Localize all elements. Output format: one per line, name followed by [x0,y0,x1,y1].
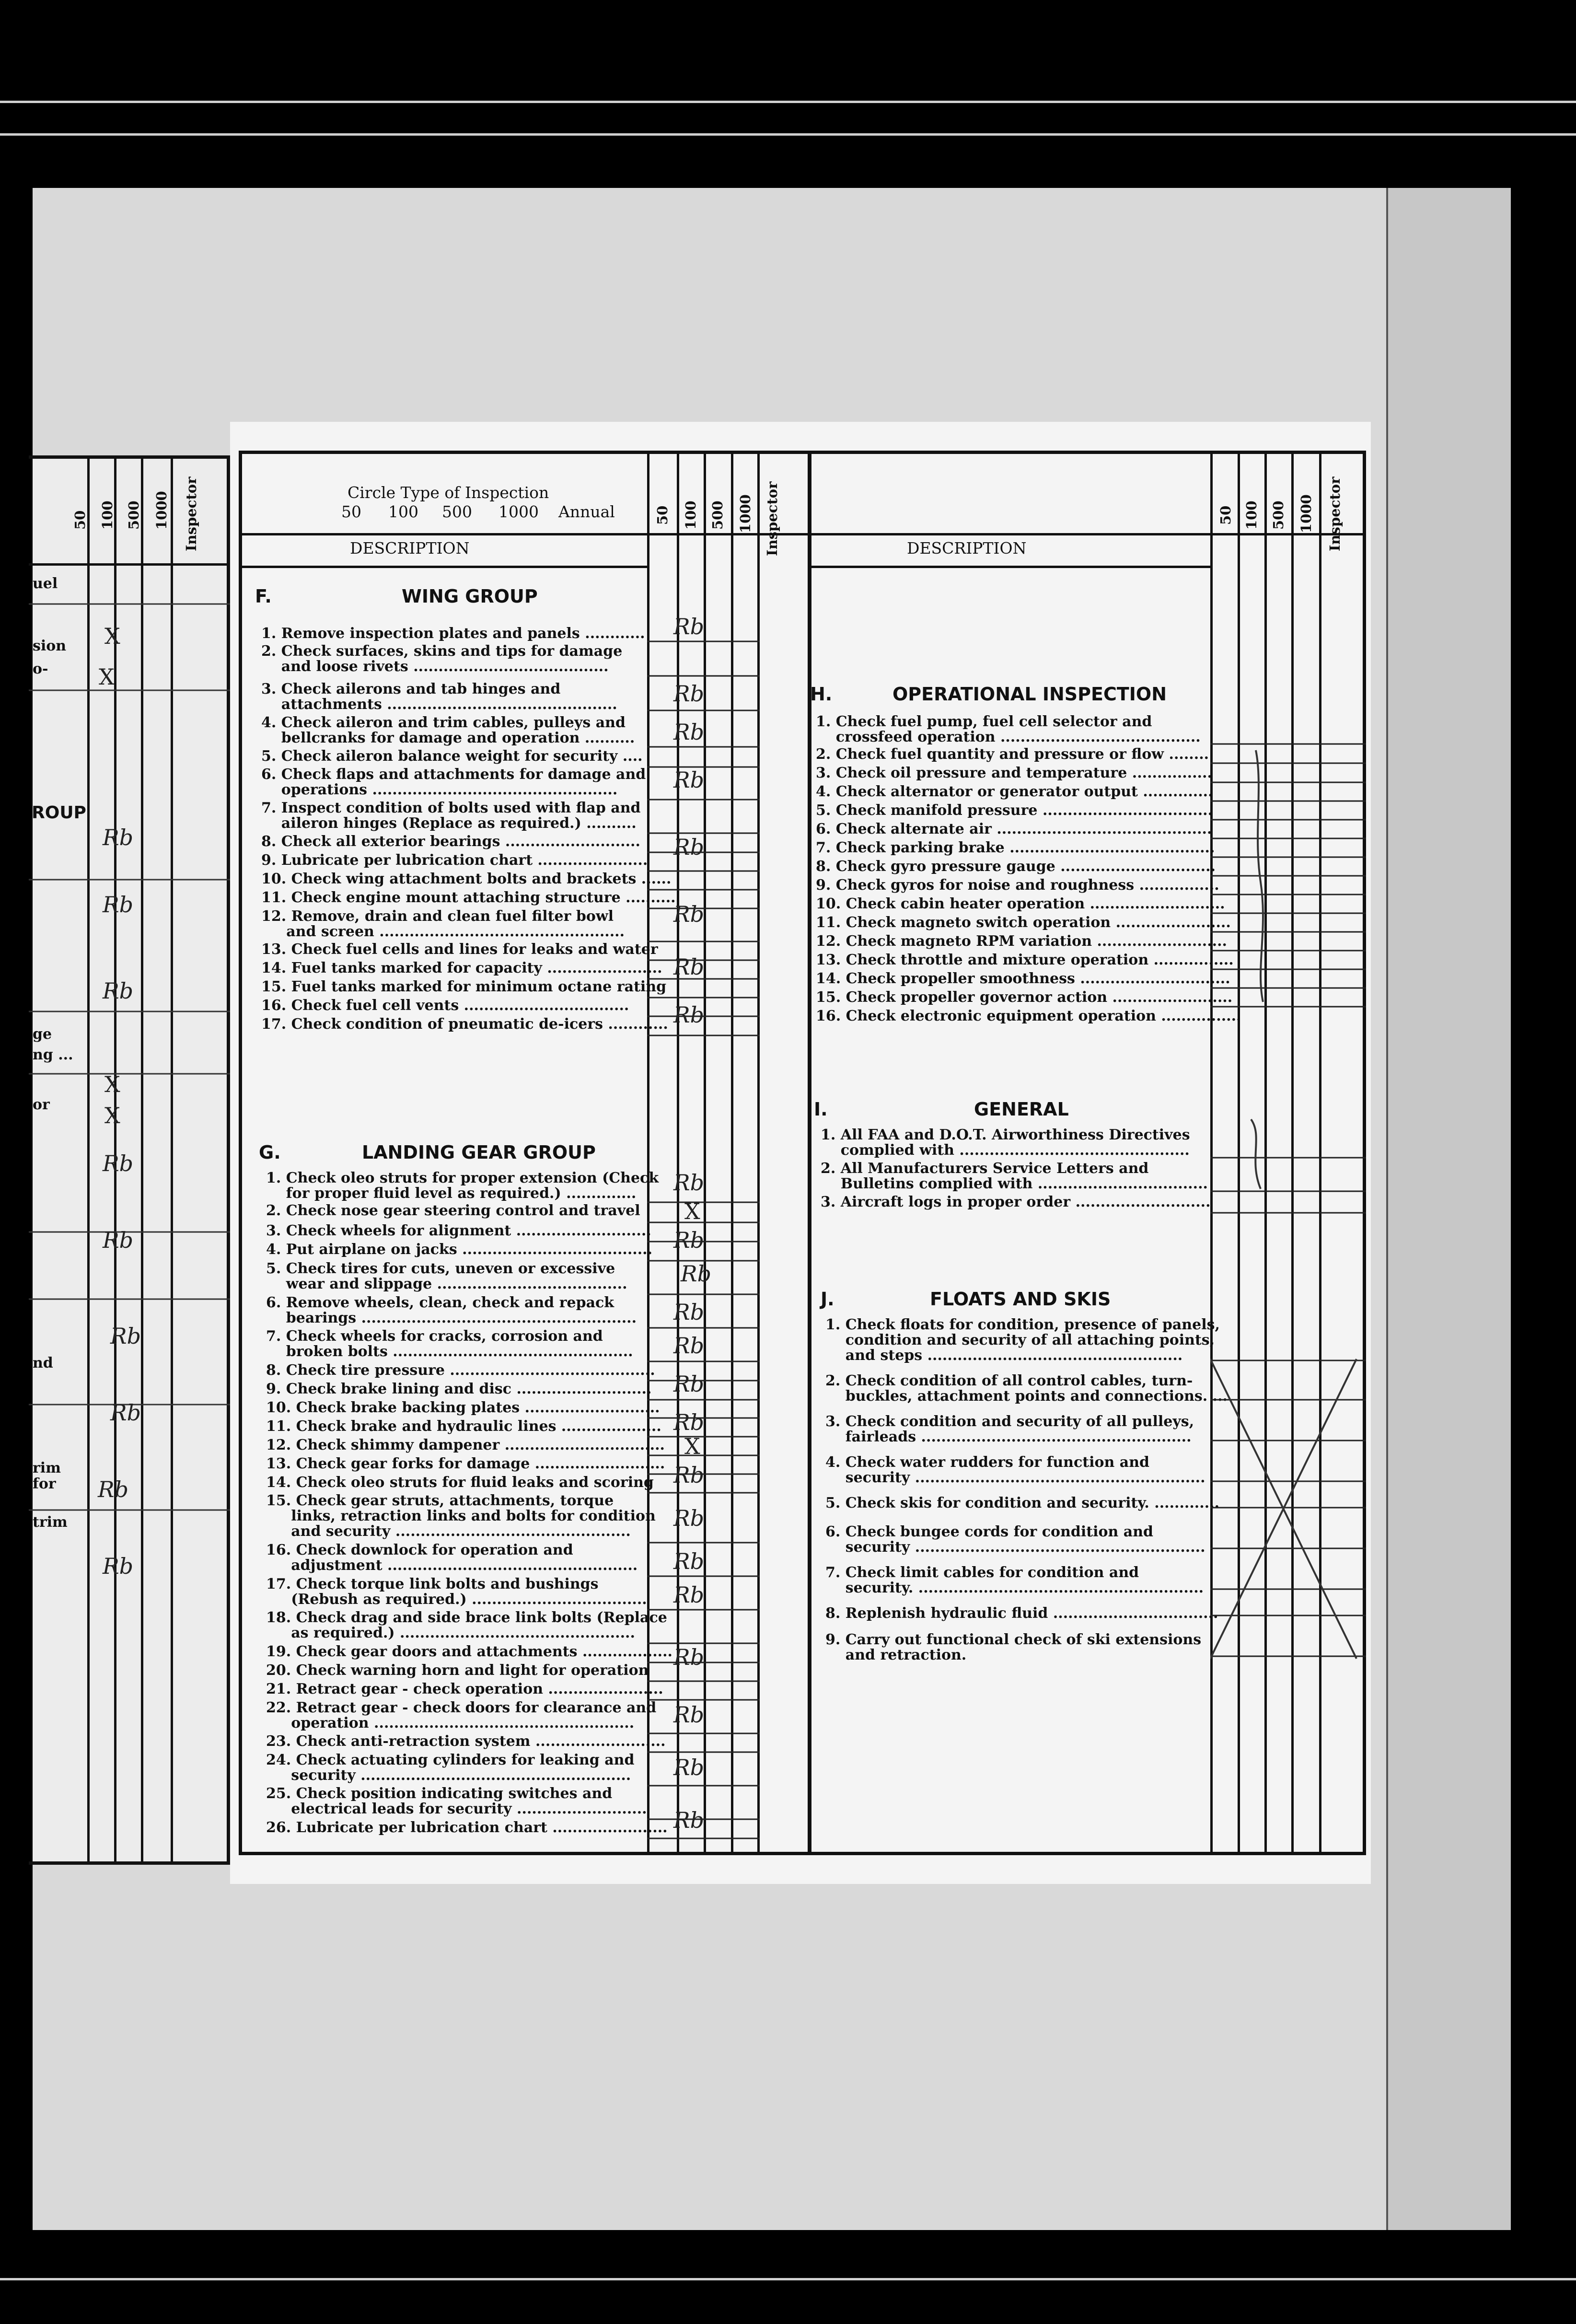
g-mark-x: X [684,1198,700,1224]
g-item-10: 10. Check brake backing plates ........................... [266,1399,660,1416]
left-frag-rim: rim [33,1460,61,1476]
description-header: DESCRIPTION [350,539,470,558]
left-col-50: 50 [72,510,88,530]
col-1000: 1000 [737,494,753,533]
left-mark-7: Rb [110,1400,141,1426]
g-item-9: 9. Check brake lining and disc ........................... [266,1381,652,1397]
type-500: 500 [442,502,472,521]
g-item-11: 11. Check brake and hydraulic lines .................... [266,1418,661,1435]
circle-type-label: Circle Type of Inspection [348,483,549,502]
left-mark-x1: X [104,623,120,649]
h-item-9: 9. Check gyros for noise and roughness ................ [816,877,1219,894]
j-item-4: 4. Check water rudders for function and security .......................................................... [825,1454,1205,1486]
h-item-14: 14. Check propeller smoothness .............................. [816,970,1230,987]
g-mark-10: Rb [673,1548,705,1574]
col-inspector-right: Inspector [1327,476,1343,551]
i-item-2: 2. All Manufacturers Service Letters and Bulletins complied with .................................. [821,1160,1208,1192]
g-mark-11: Rb [673,1582,705,1608]
left-frag-fuel: uel [33,575,58,592]
g-item-21: 21. Retract gear - check operation ....................... [266,1681,663,1697]
g-item-19: 19. Check gear doors and attachments .................. [266,1643,672,1660]
left-col-inspector: Inspector [183,476,199,551]
left-frag-group: ROUP [32,803,86,823]
left-mark-8: Rb [98,1476,129,1502]
left-col-1000: 1000 [153,491,170,530]
left-mark-x3: X [104,1071,120,1097]
f-item-4: 4. Check aileron and trim cables, pulleys and bellcranks for damage and operation .......... [261,714,635,746]
type-100: 100 [388,502,418,521]
f-item-3: 3. Check ailerons and tab hinges and attachments .............................................. [261,681,617,713]
j-item-3: 3. Check condition and security of all pulleys, fairleads ...................................................... [825,1413,1194,1445]
f-mark-2: Rb [673,681,705,707]
g-mark-7: Rb [673,1409,705,1435]
j-item-6: 6. Check bungee cords for condition and security .......................................................... [825,1523,1205,1556]
section-f-letter: F. [255,586,272,607]
g-item-1: 1. Check oleo struts for proper extension (Check for proper fluid level as required.) .............. [266,1170,659,1202]
g-item-4: 4. Put airplane on jacks ...................................... [266,1241,653,1258]
f-item-1: 1. Remove inspection plates and panels ............ [261,625,645,642]
g-mark-1: Rb [673,1170,705,1196]
col-50: 50 [654,505,671,525]
f-item-8: 8. Check all exterior bearings ........................... [261,833,640,850]
left-frag-suspension: sion [33,638,67,654]
g-item-23: 23. Check anti-retraction system .......................... [266,1733,666,1750]
g-mark-2: Rb [673,1227,705,1253]
f-item-12: 12. Remove, drain and clean fuel filter bowl and screen ................................................. [261,908,625,940]
type-annual: Annual [558,502,615,521]
g-mark-13: Rb [673,1702,705,1728]
g-item-6: 6. Remove wheels, clean, check and repack bearings ....................................................... [266,1294,637,1326]
left-mark-5: Rb [103,1227,134,1253]
f-item-7: 7. Inspect condition of bolts used with flap and aileron hinges (Replace as required.) .......... [261,800,641,832]
g-mark-3: Rb [681,1261,712,1287]
h-i-j-row-lines [1210,451,1366,1855]
left-frag-nd: nd [33,1355,53,1371]
left-mark-2: Rb [103,892,134,918]
g-mark-9: Rb [673,1505,705,1531]
left-col-500: 500 [126,500,142,530]
f-item-17: 17. Check condition of pneumatic de-icers ............ [261,1016,668,1033]
g-mark-8: Rb [673,1462,705,1488]
section-g-title: LANDING GEAR GROUP [362,1142,596,1163]
j-item-7: 7. Check limit cables for condition and security. ......................................................... [825,1564,1204,1596]
j-item-5: 5. Check skis for condition and security. ............. [825,1495,1220,1511]
f-mark-1: Rb [673,614,705,639]
g-mark-x2: X [684,1433,700,1459]
g-mark-15: Rb [673,1807,705,1833]
f-item-16: 16. Check fuel cell vents ................................. [261,997,629,1014]
film-border-top [0,101,1576,103]
f-item-11: 11. Check engine mount attaching structure .......... [261,889,676,906]
left-mark-1: Rb [103,825,134,850]
j-item-1: 1. Check floats for condition, presence of panels, condition and security of all attaching points, and steps ................................................... [825,1316,1220,1364]
h-item-2: 2. Check fuel quantity and pressure or flow ........ [816,746,1209,763]
g-item-5: 5. Check tires for cuts, uneven or excessive wear and slippage ...................................... [266,1260,627,1292]
g-mark-4: Rb [673,1299,705,1325]
paper-folded-edge [1386,188,1511,2230]
left-mark-6: Rb [110,1323,141,1349]
f-item-2: 2. Check surfaces, skins and tips for damage and loose rivets ....................................... [261,643,623,675]
f-mark-7: Rb [673,954,705,980]
h-item-13: 13. Check throttle and mixture operation ................ [816,952,1234,968]
f-item-13: 13. Check fuel cells and lines for leaks and water [261,941,658,958]
h-item-15: 15. Check propeller governor action ........................ [816,989,1233,1006]
col-inspector: Inspector [764,481,780,556]
col-500-right: 500 [1270,500,1286,530]
f-item-9: 9. Lubricate per lubrication chart ...................... [261,852,648,869]
h-item-6: 6. Check alternate air ........................................... [816,821,1212,837]
section-i-letter: I. [814,1099,828,1120]
h-item-10: 10. Check cabin heater operation ........................... [816,895,1225,912]
f-mark-4: Rb [673,767,705,793]
j-item-8: 8. Replenish hydraulic fluid ................................. [825,1605,1218,1622]
g-item-15: 15. Check gear struts, attachments, torque links, retraction links and bolts for condition and security ............................................... [266,1492,656,1540]
g-item-22: 22. Retract gear - check doors for clearance and operation .................................................... [266,1699,657,1731]
f-mark-6: Rb [673,901,705,927]
type-1000: 1000 [498,502,539,521]
g-item-8: 8. Check tire pressure ......................................... [266,1362,655,1379]
type-50: 50 [341,502,361,521]
section-j-title: FLOATS AND SKIS [930,1289,1111,1310]
left-mark-4: Rb [103,1150,134,1176]
section-f-title: WING GROUP [402,586,538,607]
col-100: 100 [683,500,699,530]
g-item-12: 12. Check shimmy dampener ................................ [266,1437,665,1453]
left-frag-o: o- [33,661,48,677]
g-item-14: 14. Check oleo struts for fluid leaks and scoring [266,1474,654,1491]
f-item-15: 15. Fuel tanks marked for minimum octane rating [261,978,667,995]
j-item-2: 2. Check condition of all control cables, turn- buckles, attachment points and connections. ... [825,1372,1228,1405]
g-item-2: 2. Check nose gear steering control and travel [266,1202,640,1219]
section-j-letter: J. [821,1289,834,1310]
f-mark-8: Rb [673,1002,705,1028]
h-item-11: 11. Check magneto switch operation ....................... [816,914,1231,931]
h-item-3: 3. Check oil pressure and temperature ................ [816,765,1212,781]
left-frag-ge: ge [33,1026,52,1043]
g-item-7: 7. Check wheels for cracks, corrosion and broken bolts ................................................ [266,1328,633,1360]
col-50-right: 50 [1217,505,1234,525]
g-mark-5: Rb [673,1333,705,1359]
h-item-7: 7. Check parking brake ......................................... [816,839,1215,856]
left-frag-for: for [33,1476,56,1492]
g-item-20: 20. Check warning horn and light for operation [266,1662,649,1679]
left-frag-ng: ng ... [33,1046,73,1063]
f-item-14: 14. Fuel tanks marked for capacity ....................... [261,960,662,976]
g-item-18: 18. Check drag and side brace link bolts (Replace as required.) ............................................... [266,1609,667,1641]
i-item-3: 3. Aircraft logs in proper order ........................... [821,1194,1211,1210]
g-item-25: 25. Check position indicating switches and electrical leads for security .......................... [266,1785,647,1817]
f-g-row-lines [647,451,811,1855]
film-border-top-2 [0,133,1576,136]
g-mark-14: Rb [673,1755,705,1780]
f-item-10: 10. Check wing attachment bolts and brackets ...... [261,871,672,887]
left-mark-3: Rb [103,978,134,1004]
col-100-right: 100 [1243,500,1260,530]
f-mark-5: Rb [673,834,705,860]
h-item-1: 1. Check fuel pump, fuel cell selector and crossfeed operation ........................................ [816,713,1201,745]
f-item-5: 5. Check aileron balance weight for security .... [261,748,643,765]
left-col-100: 100 [99,500,116,530]
left-mark-x4: X [104,1103,120,1128]
left-frag-trim: trim [33,1514,68,1531]
g-mark-12: Rb [673,1644,705,1670]
g-item-17: 17. Check torque link bolts and bushings (Rebush as required.) ................................... [266,1576,647,1608]
h-item-5: 5. Check manifold pressure .................................. [816,802,1213,819]
left-frag-or: or [33,1096,50,1113]
g-mark-6: Rb [673,1371,705,1397]
h-item-8: 8. Check gyro pressure gauge ............................... [816,858,1216,875]
section-i-title: GENERAL [974,1099,1069,1120]
g-item-16: 16. Check downlock for operation and adjustment .................................................. [266,1542,638,1574]
j-item-9: 9. Carry out functional check of ski extensions and retraction. [825,1631,1202,1663]
g-item-26: 26. Lubricate per lubrication chart ....................... [266,1819,668,1836]
left-mark-x2: X [99,664,115,690]
description-header-right: DESCRIPTION [907,539,1027,558]
col-500: 500 [709,500,726,530]
section-g-letter: G. [259,1142,281,1163]
h-item-16: 16. Check electronic equipment operation ................ [816,1008,1241,1024]
f-mark-3: Rb [673,719,705,745]
i-item-1: 1. All FAA and D.O.T. Airworthiness Directives complied with .............................................. [821,1127,1190,1159]
h-item-4: 4. Check alternator or generator output .............. [816,783,1213,800]
g-item-13: 13. Check gear forks for damage .......................... [266,1455,665,1472]
section-h-letter: H. [810,684,833,705]
g-item-24: 24. Check actuating cylinders for leaking and security ...................................................... [266,1752,635,1784]
g-item-3: 3. Check wheels for alignment ........................... [266,1222,651,1239]
section-h-title: OPERATIONAL INSPECTION [892,684,1167,705]
col-1000-right: 1000 [1298,494,1314,533]
f-item-6: 6. Check flaps and attachments for damage and operations ................................................. [261,766,646,798]
h-item-12: 12. Check magneto RPM variation .......................... [816,933,1228,950]
left-mark-9: Rb [103,1553,134,1579]
film-border-bottom [0,2278,1576,2280]
